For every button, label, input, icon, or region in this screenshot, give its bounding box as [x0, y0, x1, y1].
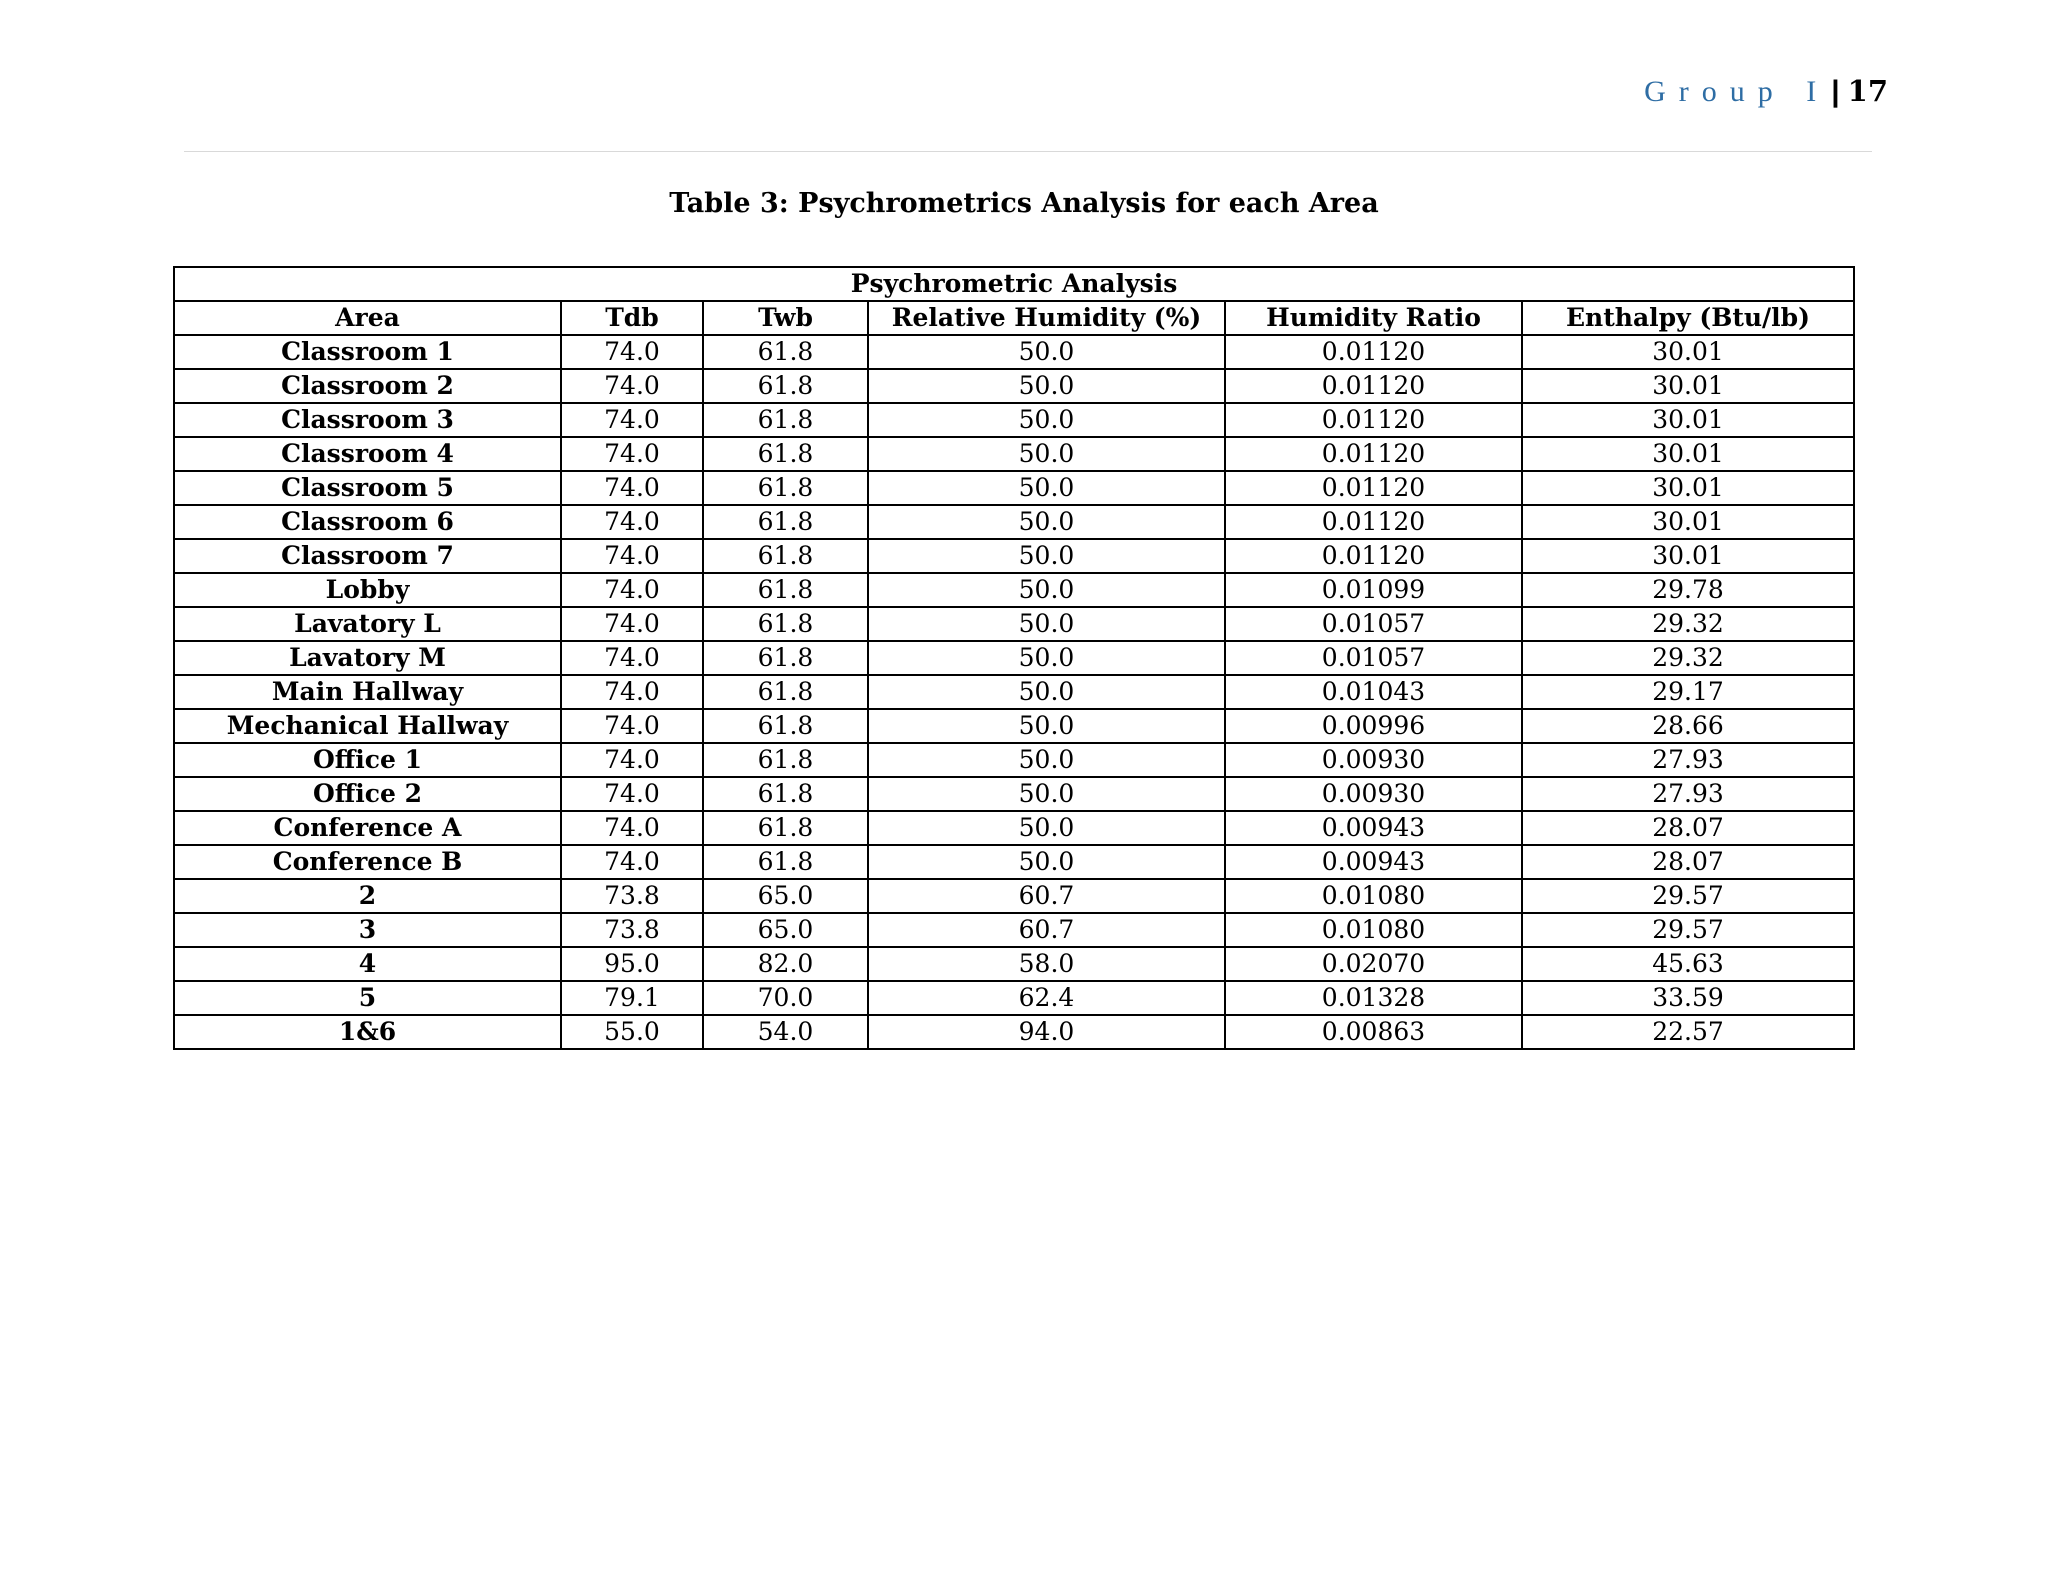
cell-area: Conference B [174, 845, 561, 879]
cell-relative-humidity: 50.0 [868, 675, 1225, 709]
column-header-relative-humidity: Relative Humidity (%) [868, 301, 1225, 335]
cell-tdb: 55.0 [561, 1015, 703, 1049]
column-header-twb: Twb [703, 301, 868, 335]
cell-relative-humidity: 94.0 [868, 1015, 1225, 1049]
header-rule [184, 151, 1872, 152]
cell-area: Lavatory L [174, 607, 561, 641]
cell-relative-humidity: 50.0 [868, 709, 1225, 743]
cell-humidity-ratio: 0.00943 [1225, 811, 1522, 845]
cell-relative-humidity: 50.0 [868, 573, 1225, 607]
cell-area: Classroom 2 [174, 369, 561, 403]
cell-humidity-ratio: 0.00930 [1225, 777, 1522, 811]
cell-area: Conference A [174, 811, 561, 845]
cell-enthalpy: 29.17 [1522, 675, 1854, 709]
column-header-area: Area [174, 301, 561, 335]
page-number: 17 [1847, 74, 1888, 108]
cell-tdb: 73.8 [561, 879, 703, 913]
cell-enthalpy: 33.59 [1522, 981, 1854, 1015]
cell-relative-humidity: 50.0 [868, 505, 1225, 539]
cell-relative-humidity: 50.0 [868, 403, 1225, 437]
cell-enthalpy: 29.32 [1522, 641, 1854, 675]
table-row [174, 811, 1854, 845]
cell-humidity-ratio: 0.01080 [1225, 879, 1522, 913]
cell-twb: 61.8 [703, 743, 868, 777]
cell-relative-humidity: 60.7 [868, 913, 1225, 947]
cell-humidity-ratio: 0.00930 [1225, 743, 1522, 777]
table-row [174, 845, 1854, 879]
column-header-enthalpy: Enthalpy (Btu/lb) [1522, 301, 1854, 335]
cell-relative-humidity: 50.0 [868, 845, 1225, 879]
cell-enthalpy: 27.93 [1522, 743, 1854, 777]
table-row [174, 607, 1854, 641]
table-row [174, 879, 1854, 913]
cell-enthalpy: 30.01 [1522, 335, 1854, 369]
cell-relative-humidity: 50.0 [868, 437, 1225, 471]
cell-area: Main Hallway [174, 675, 561, 709]
cell-relative-humidity: 50.0 [868, 777, 1225, 811]
cell-tdb: 74.0 [561, 539, 703, 573]
cell-relative-humidity: 50.0 [868, 539, 1225, 573]
cell-enthalpy: 30.01 [1522, 369, 1854, 403]
table-column-header-row [174, 301, 1854, 335]
cell-area: Office 1 [174, 743, 561, 777]
cell-area: Classroom 4 [174, 437, 561, 471]
cell-relative-humidity: 50.0 [868, 471, 1225, 505]
table-row [174, 369, 1854, 403]
cell-twb: 65.0 [703, 913, 868, 947]
cell-twb: 65.0 [703, 879, 868, 913]
cell-area: Office 2 [174, 777, 561, 811]
cell-area: 4 [174, 947, 561, 981]
cell-area: Classroom 5 [174, 471, 561, 505]
table-group-header-row [174, 267, 1854, 301]
cell-area: 1&6 [174, 1015, 561, 1049]
table-row [174, 539, 1854, 573]
cell-humidity-ratio: 0.01057 [1225, 641, 1522, 675]
cell-area: Classroom 1 [174, 335, 561, 369]
cell-relative-humidity: 50.0 [868, 369, 1225, 403]
cell-enthalpy: 30.01 [1522, 505, 1854, 539]
cell-enthalpy: 30.01 [1522, 437, 1854, 471]
header-separator: | [1831, 75, 1840, 108]
cell-relative-humidity: 50.0 [868, 607, 1225, 641]
cell-humidity-ratio: 0.00863 [1225, 1015, 1522, 1049]
cell-area: Lavatory M [174, 641, 561, 675]
cell-twb: 61.8 [703, 675, 868, 709]
cell-enthalpy: 30.01 [1522, 403, 1854, 437]
cell-humidity-ratio: 0.01057 [1225, 607, 1522, 641]
cell-area: Classroom 7 [174, 539, 561, 573]
table-row [174, 573, 1854, 607]
cell-twb: 61.8 [703, 437, 868, 471]
table-row [174, 947, 1854, 981]
cell-tdb: 74.0 [561, 335, 703, 369]
cell-tdb: 74.0 [561, 675, 703, 709]
cell-enthalpy: 28.07 [1522, 811, 1854, 845]
cell-twb: 82.0 [703, 947, 868, 981]
cell-enthalpy: 45.63 [1522, 947, 1854, 981]
table-row [174, 981, 1854, 1015]
cell-relative-humidity: 50.0 [868, 811, 1225, 845]
table-row [174, 471, 1854, 505]
cell-tdb: 74.0 [561, 505, 703, 539]
cell-humidity-ratio: 0.01328 [1225, 981, 1522, 1015]
cell-twb: 61.8 [703, 539, 868, 573]
cell-tdb: 74.0 [561, 641, 703, 675]
cell-relative-humidity: 50.0 [868, 335, 1225, 369]
cell-humidity-ratio: 0.01120 [1225, 403, 1522, 437]
cell-enthalpy: 29.57 [1522, 913, 1854, 947]
cell-tdb: 74.0 [561, 709, 703, 743]
cell-enthalpy: 29.78 [1522, 573, 1854, 607]
table-row [174, 335, 1854, 369]
cell-area: Classroom 6 [174, 505, 561, 539]
page-header [1644, 74, 1888, 109]
cell-relative-humidity: 58.0 [868, 947, 1225, 981]
cell-twb: 61.8 [703, 335, 868, 369]
cell-humidity-ratio: 0.00943 [1225, 845, 1522, 879]
cell-tdb: 74.0 [561, 811, 703, 845]
cell-area: 5 [174, 981, 561, 1015]
cell-enthalpy: 29.32 [1522, 607, 1854, 641]
cell-relative-humidity: 60.7 [868, 879, 1225, 913]
cell-tdb: 74.0 [561, 369, 703, 403]
table-row [174, 505, 1854, 539]
cell-twb: 61.8 [703, 777, 868, 811]
cell-enthalpy: 30.01 [1522, 471, 1854, 505]
column-header-tdb: Tdb [561, 301, 703, 335]
table-row [174, 437, 1854, 471]
cell-humidity-ratio: 0.01043 [1225, 675, 1522, 709]
cell-enthalpy: 28.07 [1522, 845, 1854, 879]
cell-enthalpy: 27.93 [1522, 777, 1854, 811]
cell-tdb: 74.0 [561, 743, 703, 777]
cell-humidity-ratio: 0.01120 [1225, 369, 1522, 403]
header-group-label: Group I [1644, 75, 1830, 108]
cell-humidity-ratio: 0.01120 [1225, 471, 1522, 505]
cell-relative-humidity: 62.4 [868, 981, 1225, 1015]
table-body [174, 335, 1854, 1049]
cell-tdb: 79.1 [561, 981, 703, 1015]
cell-tdb: 95.0 [561, 947, 703, 981]
table-row [174, 777, 1854, 811]
cell-humidity-ratio: 0.01120 [1225, 539, 1522, 573]
cell-humidity-ratio: 0.01120 [1225, 335, 1522, 369]
cell-area: Classroom 3 [174, 403, 561, 437]
cell-tdb: 74.0 [561, 777, 703, 811]
cell-humidity-ratio: 0.02070 [1225, 947, 1522, 981]
cell-relative-humidity: 50.0 [868, 641, 1225, 675]
cell-tdb: 73.8 [561, 913, 703, 947]
cell-humidity-ratio: 0.01120 [1225, 437, 1522, 471]
cell-relative-humidity: 50.0 [868, 743, 1225, 777]
cell-tdb: 74.0 [561, 437, 703, 471]
column-header-humidity-ratio: Humidity Ratio [1225, 301, 1522, 335]
cell-twb: 61.8 [703, 845, 868, 879]
table-row [174, 675, 1854, 709]
table-row [174, 709, 1854, 743]
cell-twb: 70.0 [703, 981, 868, 1015]
cell-twb: 61.8 [703, 403, 868, 437]
cell-tdb: 74.0 [561, 573, 703, 607]
cell-area: Mechanical Hallway [174, 709, 561, 743]
cell-twb: 61.8 [703, 369, 868, 403]
cell-humidity-ratio: 0.00996 [1225, 709, 1522, 743]
cell-tdb: 74.0 [561, 403, 703, 437]
cell-twb: 61.8 [703, 505, 868, 539]
cell-area: 2 [174, 879, 561, 913]
table-row [174, 403, 1854, 437]
cell-enthalpy: 29.57 [1522, 879, 1854, 913]
cell-enthalpy: 22.57 [1522, 1015, 1854, 1049]
cell-area: 3 [174, 913, 561, 947]
table-row [174, 1015, 1854, 1049]
cell-humidity-ratio: 0.01120 [1225, 505, 1522, 539]
cell-twb: 61.8 [703, 641, 868, 675]
cell-area: Lobby [174, 573, 561, 607]
psychrometric-table [173, 266, 1855, 1050]
cell-humidity-ratio: 0.01099 [1225, 573, 1522, 607]
table-row [174, 913, 1854, 947]
table-row [174, 743, 1854, 777]
cell-enthalpy: 28.66 [1522, 709, 1854, 743]
cell-twb: 61.8 [703, 607, 868, 641]
table-group-header: Psychrometric Analysis [174, 267, 1854, 301]
cell-twb: 61.8 [703, 709, 868, 743]
cell-humidity-ratio: 0.01080 [1225, 913, 1522, 947]
cell-enthalpy: 30.01 [1522, 539, 1854, 573]
cell-tdb: 74.0 [561, 845, 703, 879]
cell-tdb: 74.0 [561, 607, 703, 641]
cell-twb: 61.8 [703, 811, 868, 845]
cell-tdb: 74.0 [561, 471, 703, 505]
cell-twb: 54.0 [703, 1015, 868, 1049]
cell-twb: 61.8 [703, 471, 868, 505]
table-caption: Table 3: Psychrometrics Analysis for each Area [669, 188, 1379, 219]
table-row [174, 641, 1854, 675]
cell-twb: 61.8 [703, 573, 868, 607]
